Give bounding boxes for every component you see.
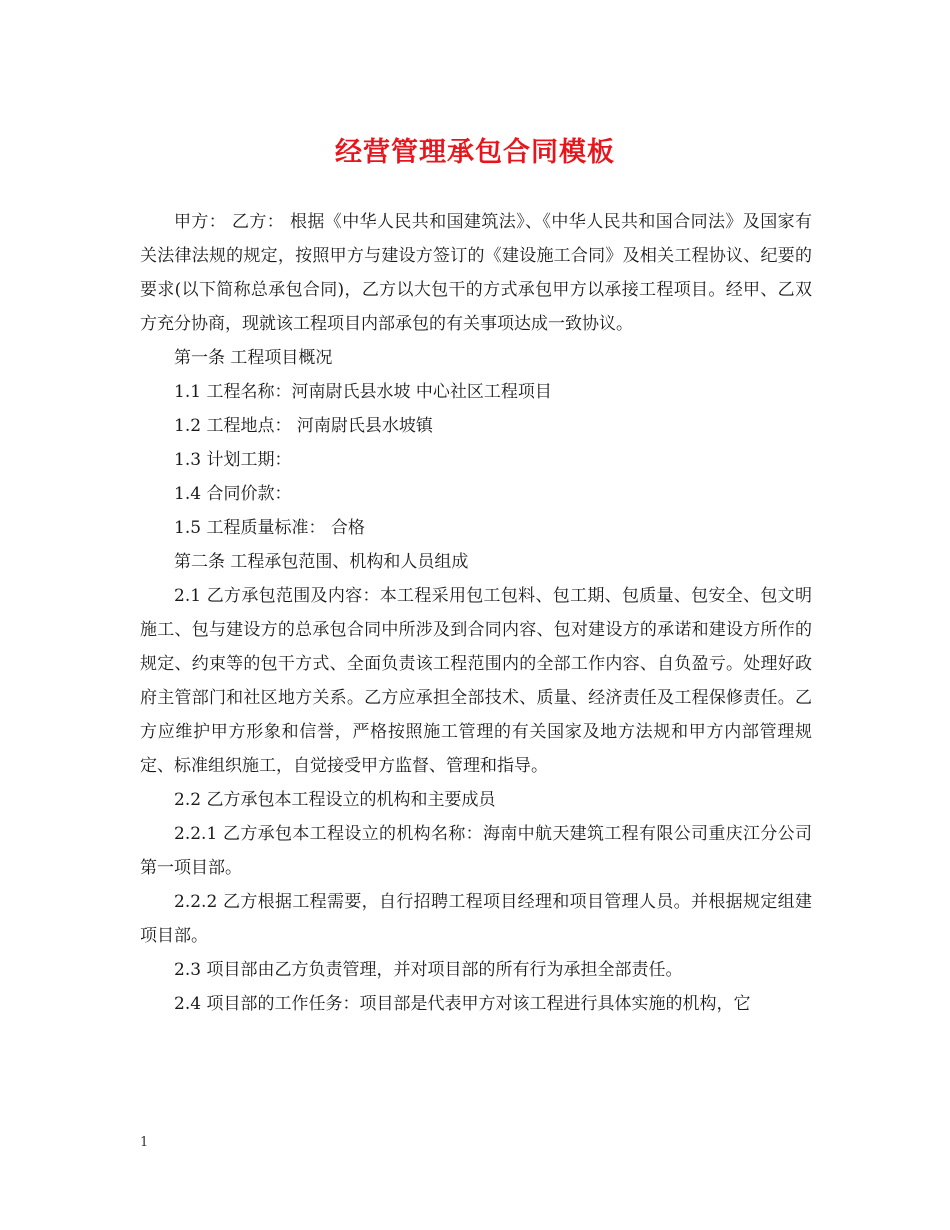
article-1-heading: 第一条 工程项目概况: [174, 348, 333, 368]
clause-1-3: 1.3 计划工期：: [174, 450, 292, 470]
page-number: 1: [140, 1135, 149, 1150]
clause-2-1: 2.1 乙方承包范围及内容：本工程采用包工包料、包工期、包质量、包安全、包文明施工、包与建设方的总承包合同中所涉及到合同内容、包对建设方的承诺和建设方所作的规定、约束等的包干方式、全面负责该工程范围内的全部工作内容、自负盈亏。处理好政府主管部门和社区地方关系。乙方应承担全部技术、质量、经济责任及工程保修责任。乙方应维护甲方形象和信誉，严格按照施工管理的有关国家及地方法规和甲方内部管理规定、标准组织施工，自觉接受甲方监督、管理和指导。: [140, 586, 812, 776]
clause-1-5: 1.5 工程质量标准： 合格: [174, 518, 365, 538]
article-2-heading: 第二条 工程承包范围、机构和人员组成: [174, 552, 469, 572]
clause-1-4: 1.4 合同价款：: [174, 484, 292, 504]
clause-2-3: 2.3 项目部由乙方负责管理，并对项目部的所有行为承担全部责任。: [174, 960, 683, 980]
document-body: [140, 205, 812, 1021]
clause-2-2-1: 2.2.1 乙方承包本工程设立的机构名称：海南中航天建筑工程有限公司重庆江分公司第一项目部。: [140, 824, 812, 878]
clause-2-4: 2.4 项目部的工作任务：项目部是代表甲方对该工程进行具体实施的机构，它: [174, 994, 751, 1014]
paragraph-preamble: 甲方： 乙方： 根据《中华人民共和国建筑法》、《中华人民共和国合同法》及国家有关法律法规的规定，按照甲方与建设方签订的《建设施工合同》及相关工程协议、纪要的要求(以下简称总承包合同)，乙方以大包干的方式承包甲方以承接工程项目。经甲、乙双方充分协商，现就该工程项目内部承包的有关事项达成一致协议。: [140, 212, 812, 334]
clause-1-2: 1.2 工程地点： 河南尉氏县水坡镇: [174, 416, 433, 436]
document-title: 经营管理承包合同模板: [335, 137, 615, 168]
clause-2-2: 2.2 乙方承包本工程设立的机构和主要成员: [174, 790, 496, 810]
clause-1-1: 1.1 工程名称：河南尉氏县水坡 中心社区工程项目: [174, 382, 552, 402]
clause-2-2-2: 2.2.2 乙方根据工程需要，自行招聘工程项目经理和项目管理人员。并根据规定组建项目部。: [140, 892, 812, 946]
